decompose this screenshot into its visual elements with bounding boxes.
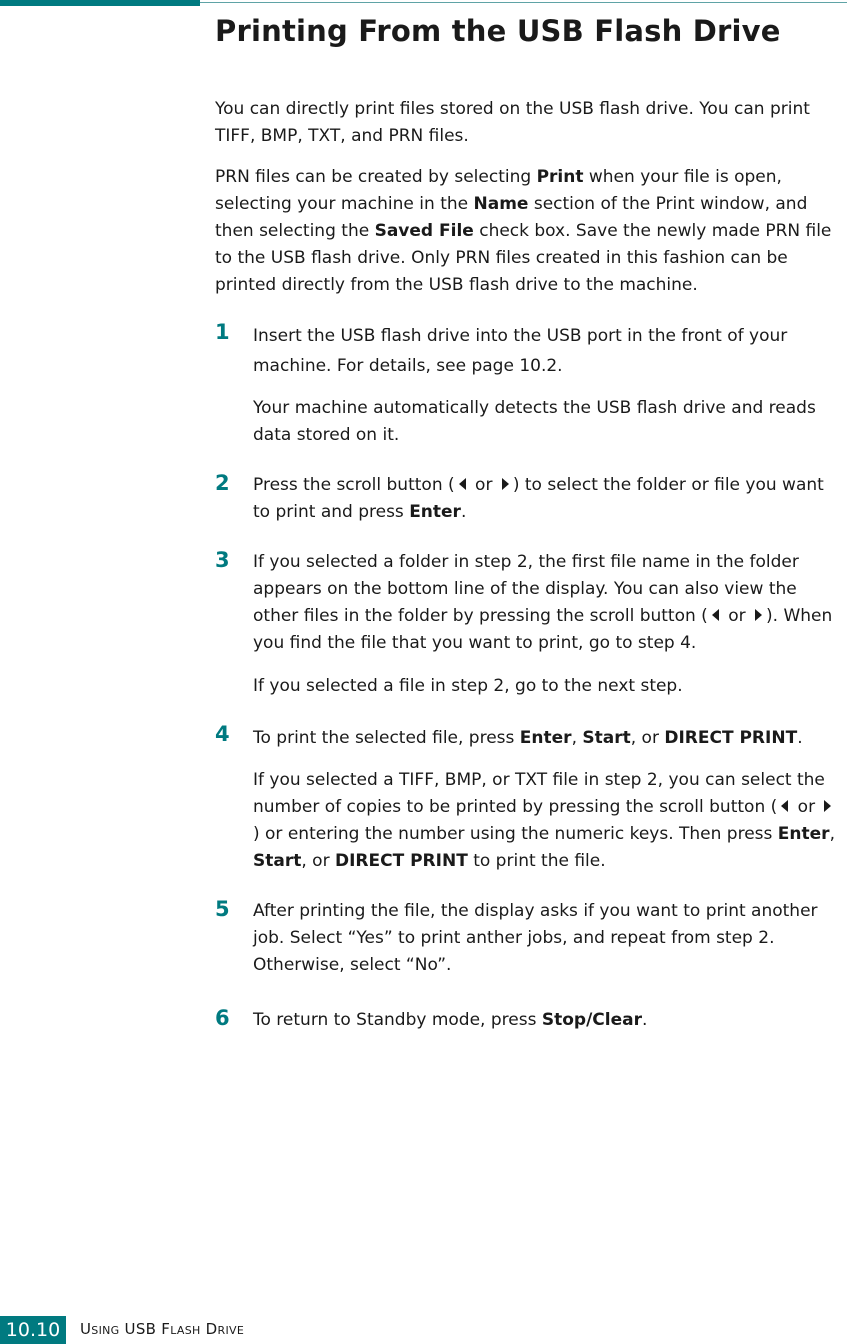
bold-term: Stop/Clear	[541, 1010, 642, 1030]
header-accent-bar	[0, 0, 200, 6]
header-rule	[200, 2, 847, 3]
step-1	[215, 321, 842, 449]
chapter-title	[80, 1320, 244, 1338]
text: or	[722, 606, 752, 626]
right-arrow-icon	[502, 478, 509, 490]
text: , or	[301, 851, 335, 871]
bold-term: Name	[473, 194, 529, 214]
document-body	[215, 96, 842, 1034]
text: .	[797, 728, 803, 748]
bold-term: DIRECT PRINT	[664, 728, 798, 748]
bold-term: Print	[536, 167, 584, 187]
text: To return to Standby mode, press	[253, 1010, 542, 1030]
step-note: Your machine automatically detects the USB flash drive and reads data stored on it.	[253, 398, 816, 445]
step-6	[215, 1007, 842, 1034]
left-arrow-icon	[459, 478, 466, 490]
text: ,	[829, 824, 835, 844]
text: SING	[91, 1324, 120, 1337]
text: or	[469, 475, 498, 495]
step-2	[215, 472, 842, 526]
text: ). When you find the file that you want to print, go to step 4.	[253, 606, 833, 653]
bold-term: DIRECT PRINT	[334, 851, 468, 871]
step-text	[253, 472, 842, 526]
intro-paragraph-1: You can directly print files stored on the USB flash drive. You can print TIFF, BMP, TXT, and PRN files.	[215, 99, 810, 146]
text: If you selected a folder in step 2, the first file name in the folder appears on the bottom line of the display. You can also view the other files in the folder by pressing the scroll button (	[253, 552, 799, 626]
text: ) to select the folder or file you want to print and press	[253, 475, 824, 522]
text: ) or entering the number using the numeric keys. Then press	[253, 824, 778, 844]
step-text: After printing the file, the display asks if you want to print another job. Select “Yes” to print anther jobs, and repeat from step 2. Otherwise, select “No”.	[253, 901, 818, 975]
step-number: 1	[215, 320, 230, 344]
bold-term: Start	[253, 851, 302, 871]
text: check box. Save the newly made PRN file to the USB flash drive. Only PRN files created in this fashion can be printed directly from the USB flash drive to the machine.	[215, 221, 832, 295]
text: To print the selected file, press	[253, 728, 520, 748]
text: when your file is open, selecting your machine in the	[215, 167, 782, 214]
text: RIVE	[217, 1324, 245, 1337]
left-arrow-icon	[781, 800, 788, 812]
step-number: 4	[215, 722, 230, 746]
step-number: 2	[215, 471, 230, 495]
step-number: 6	[215, 1006, 230, 1030]
bold-term: Enter	[777, 824, 830, 844]
page-title: Printing From the USB Flash Drive	[215, 14, 781, 48]
bold-term: Saved File	[374, 221, 474, 241]
step-text	[253, 723, 842, 753]
right-arrow-icon	[755, 609, 762, 621]
step-5	[215, 898, 842, 979]
bold-term: Start	[582, 728, 631, 748]
text: D	[200, 1320, 218, 1338]
step-number: 5	[215, 897, 230, 921]
text: or	[792, 797, 821, 817]
page-number: 10.10	[0, 1316, 66, 1344]
text: , or	[630, 728, 665, 748]
step-4	[215, 723, 842, 875]
text: ,	[571, 728, 583, 748]
text: PRN files can be created by selecting	[215, 167, 537, 187]
text: U	[80, 1320, 92, 1338]
text: USB F	[119, 1320, 171, 1338]
step-text: Insert the USB flash drive into the USB port in the front of your machine. For details, see page 10.2.	[253, 326, 788, 376]
text: section of the Print window, and then selecting the	[215, 194, 808, 241]
bold-term: Enter	[519, 728, 572, 748]
text: .	[460, 502, 467, 522]
step-text	[253, 549, 842, 657]
step-text	[253, 1007, 842, 1034]
intro-paragraph-2	[215, 164, 842, 299]
step-3	[215, 549, 842, 700]
bold-term: Enter	[409, 502, 461, 522]
step-note	[253, 767, 842, 875]
text: to print the file.	[467, 851, 606, 871]
right-arrow-icon	[824, 800, 831, 812]
step-note: If you selected a file in step 2, go to the next step.	[253, 676, 683, 696]
text: Press the scroll button (	[253, 475, 455, 495]
text: .	[641, 1010, 648, 1030]
text: LASH	[170, 1324, 201, 1337]
step-number: 3	[215, 548, 230, 572]
left-arrow-icon	[712, 609, 719, 621]
text: If you selected a TIFF, BMP, or TXT file in step 2, you can select the number of copies to be printed by pressing the scroll button (	[253, 770, 825, 817]
